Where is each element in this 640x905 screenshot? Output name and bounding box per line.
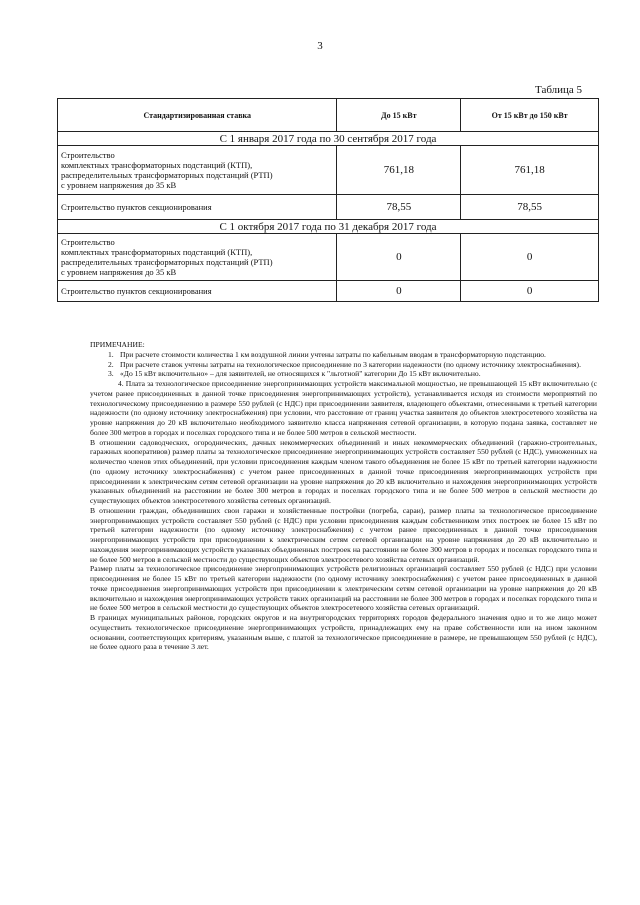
note-item — [90, 369, 597, 379]
note-number: 4. — [118, 379, 124, 388]
header-15-to-150: От 15 кВт до 150 кВт — [461, 99, 599, 132]
note-item — [90, 350, 597, 360]
row-label: Строительство пунктов секционирования — [58, 281, 337, 302]
note-text: При расчете стоимости количества 1 км воздушной линии учтены затраты по кабельным вводам в трансформаторную подстанцию. — [120, 349, 546, 359]
table-row — [58, 281, 599, 302]
table-caption: Таблица 5 — [535, 84, 583, 96]
row-value-15-to-150: 0 — [461, 281, 599, 302]
note-paragraph: В отношении граждан, объединивших свои гаражи и хозяйственные постройки (погреба, сараи), размер платы за технологическое присоединение энергопринимающих устройств составляет 550 рублей (с НДС) при условии присоединения каждым собственником этих построек не более 15 кВт по третьей категории надежности (по одному источнику электроснабжения) с учетом ранее присоединенных в данной точке присоединения энергопринимающих устройств при присоединении к электрическим сетям сетевой организации на уровне напряжения до 20 кВ включительно и нахождения энергопринимающих устройств указанных объединенных построек на расстоянии не более 300 метров в городах и поселках городского типа и не более 500 метров в сельской местности до существующих объектов электросетевого хозяйства сетевых организаций. — [90, 505, 597, 564]
row-value-up-to-15: 0 — [337, 234, 461, 281]
note-paragraph: В границах муниципальных районов, городских округов и на внутригородских территориях городов федерального значения одно и то же лицо может осуществить технологическое присоединение энергопринимающих устройств, принадлежащих ему на праве собственности или на ином законном основании, соответствующих критериям, указанным выше, с платой за технологическое присоединение в размере, не превышающем 550 рублей (с НДС), не более одного раза в течение 3 лет. — [90, 613, 597, 652]
note-paragraph: В отношении садоводческих, огороднических, дачных некоммерческих объединений и иных некоммерческих объединений (гаражно-строительных, гаражных кооперативов) размер платы за технологическое присоединение энергопринимающих устройств составляет 550 рублей (с НДС), умноженных на количество членов этих объединений, при условии присоединения каждым членом такого объединения не более 15 кВт по третьей категории надежности (по одному источнику электроснабжения) с учетом ранее присоединенных в данной точке присоединения энергопринимающих устройств при присоединении к электрическим сетям сетевой организации на уровне напряжения до 20 кВ включительно и нахождения энергопринимающих устройств указанных объединений на расстоянии не более 300 метров в городах и поселках городского типа и не более 500 метров в сельской местности до существующих объектов электросетевого хозяйства сетевых организаций. — [90, 437, 597, 505]
table-row — [58, 234, 599, 281]
note-text: «До 15 кВт включительно» – для заявителей, не относящихся к "льготной" категории До 15 кВт включительно. — [120, 369, 481, 379]
row-value-up-to-15: 78,55 — [337, 195, 461, 220]
row-value-15-to-150: 78,55 — [461, 195, 599, 220]
row-label: Строительство комплектных трансформаторных подстанций (КТП), распределительных трансформаторных подстанций (РТП) с уровнем напряжения до 35 кВ — [58, 146, 337, 195]
period-row — [58, 220, 599, 234]
note-item — [90, 360, 597, 370]
table-row — [58, 195, 599, 220]
period-title: С 1 октября 2017 года по 31 декабря 2017 года — [58, 220, 599, 234]
row-value-15-to-150: 761,18 — [461, 146, 599, 195]
table-header-row — [58, 99, 599, 132]
notes-section — [90, 340, 597, 652]
note-number: 3. — [108, 369, 114, 379]
page-number: 3 — [317, 40, 323, 52]
row-value-up-to-15: 0 — [337, 281, 461, 302]
table-row — [58, 146, 599, 195]
row-label: Строительство комплектных трансформаторных подстанций (КТП), распределительных трансформаторных подстанций (РТП) с уровнем напряжения до 35 кВ — [58, 234, 337, 281]
notes-heading: ПРИМЕЧАНИЕ: — [90, 340, 145, 349]
period-row — [58, 132, 599, 146]
header-rate: Стандартизированная ставка — [58, 99, 337, 132]
row-value-up-to-15: 761,18 — [337, 146, 461, 195]
header-up-to-15: До 15 кВт — [337, 99, 461, 132]
rates-table — [57, 98, 599, 302]
note-item — [90, 379, 597, 438]
note-text: При расчете ставок учтены затраты на технологическое присоединение по 3 категории надежности (по одному источнику электроснабжения). — [120, 359, 581, 369]
period-title: С 1 января 2017 года по 30 сентября 2017 года — [58, 132, 599, 146]
note-number: 1. — [108, 349, 114, 359]
row-label: Строительство пунктов секционирования — [58, 195, 337, 220]
note-number: 2. — [108, 359, 114, 369]
note-paragraph: Размер платы за технологическое присоединение энергопринимающих устройств религиозных организаций составляет 550 рублей (с НДС) при условии присоединения не более 15 кВт по третьей категории надежности (по одному источнику электроснабжения) с учетом ранее присоединенных в данной точке присоединения энергопринимающих устройств при присоединении к электрическим сетям сетевой организации на уровне напряжения до 20 кВ включительно и нахождения энергопринимающих устройств таких организаций на расстоянии не более 300 метров в городах и поселках городского типа и не более 500 метров в сельской местности до существующих объектов электросетевого хозяйства сетевых организаций. — [90, 564, 597, 613]
note-text: Плата за технологическое присоединение энергопринимающих устройств максимальной мощностью, не превышающей 15 кВт включительно (с учетом ранее присоединенных в данной точке присоединения энергопринимающих устройств), устанавливается исходя из стоимости мероприятий по технологическому присоединению в размере 550 рублей (с НДС) при присоединении заявителя, владеющего объектами, отнесенными к третьей категории надежности (по одному источнику электроснабжения) при условии, что расстояние от границ участка заявителя до объектов электросетевого хозяйства на уровне напряжения до 20 кВ включительно необходимого заявителю класса напряжения сетевой организации, в которую подана заявка, составляет не более 300 метров в городах и поселках городского типа и не более 500 метров в сельской местности. — [90, 379, 597, 437]
row-value-15-to-150: 0 — [461, 234, 599, 281]
